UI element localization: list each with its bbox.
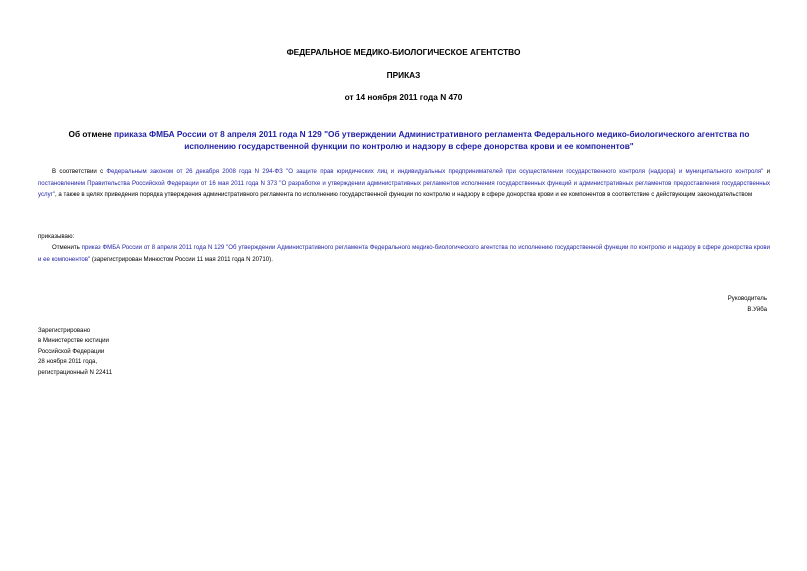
preamble-text-3: , а также в целях приведения порядка утверждения административного регламента по исполнению государственной функции по контролю и надзору в сфере донорства крови и ее компонентов в соответствие с действующим законодательством [55, 191, 753, 199]
order-paragraph [38, 242, 770, 265]
agency-name: ФЕДЕРАЛЬНОЕ МЕДИКО-БИОЛОГИЧЕСКОЕ АГЕНТСТВО [286, 47, 521, 57]
document-title [50, 128, 768, 152]
registration-line: Российской Федерации [38, 347, 105, 355]
signature-position: Руководитель [727, 295, 767, 302]
registration-block [38, 326, 338, 378]
title-prefix: Об отмене [68, 129, 115, 139]
preamble-paragraph [38, 166, 770, 201]
registration-line: Зарегистрировано [38, 327, 91, 334]
federal-law-link[interactable]: Федеральным законом от 26 декабря 2008 года N 294-ФЗ "О защите прав юридических лиц и индивидуальных предпринимателей при осуществлении государственного контроля (надзора) и муниципального контроля" [106, 168, 764, 175]
document-type: ПРИКАЗ [386, 70, 421, 80]
registration-line: в Министерстве юстиции [38, 337, 109, 345]
order-word: приказываю: [38, 233, 75, 240]
cancelled-order-link[interactable]: приказ ФМБА России от 8 апреля 2011 года N 129 "Об утверждении Административного регламента Федерального медико-биологического агентства по исполнению государственной функции по контролю и надзору в сфере донорства крови и ее компонентов" [38, 244, 770, 263]
signature-name: В.Уйба [747, 306, 767, 314]
government-decree-link[interactable]: постановлением Правительства Российской Федерации от 16 мая 2011 года N 373 "О разработке и утверждении административных регламентов исполнения государственных функций и административных регламентов предоставления государственных услуг" [38, 179, 770, 199]
order-text-1: Отменить [52, 244, 82, 251]
title-order-link[interactable]: приказа ФМБА России от 8 апреля 2011 года N 129 "Об утверждении Административного регламента Федерального медико-биологического агентства по исполнению государственной функции по контролю и надзору в сфере донорства крови и ее компонентов" [114, 129, 750, 151]
preamble-text-1: В соответствии с [52, 168, 107, 175]
registration-line: регистрационный N 22411 [38, 368, 113, 376]
signature-block [567, 293, 767, 315]
document-date-number: от 14 ноября 2011 года N 470 [344, 92, 463, 102]
order-text-2: (зарегистрирован Минюстом России 11 мая 2011 года N 20710). [90, 255, 273, 263]
registration-line: 28 ноября 2011 года, [38, 358, 98, 366]
preamble-text-2: и [763, 168, 770, 175]
